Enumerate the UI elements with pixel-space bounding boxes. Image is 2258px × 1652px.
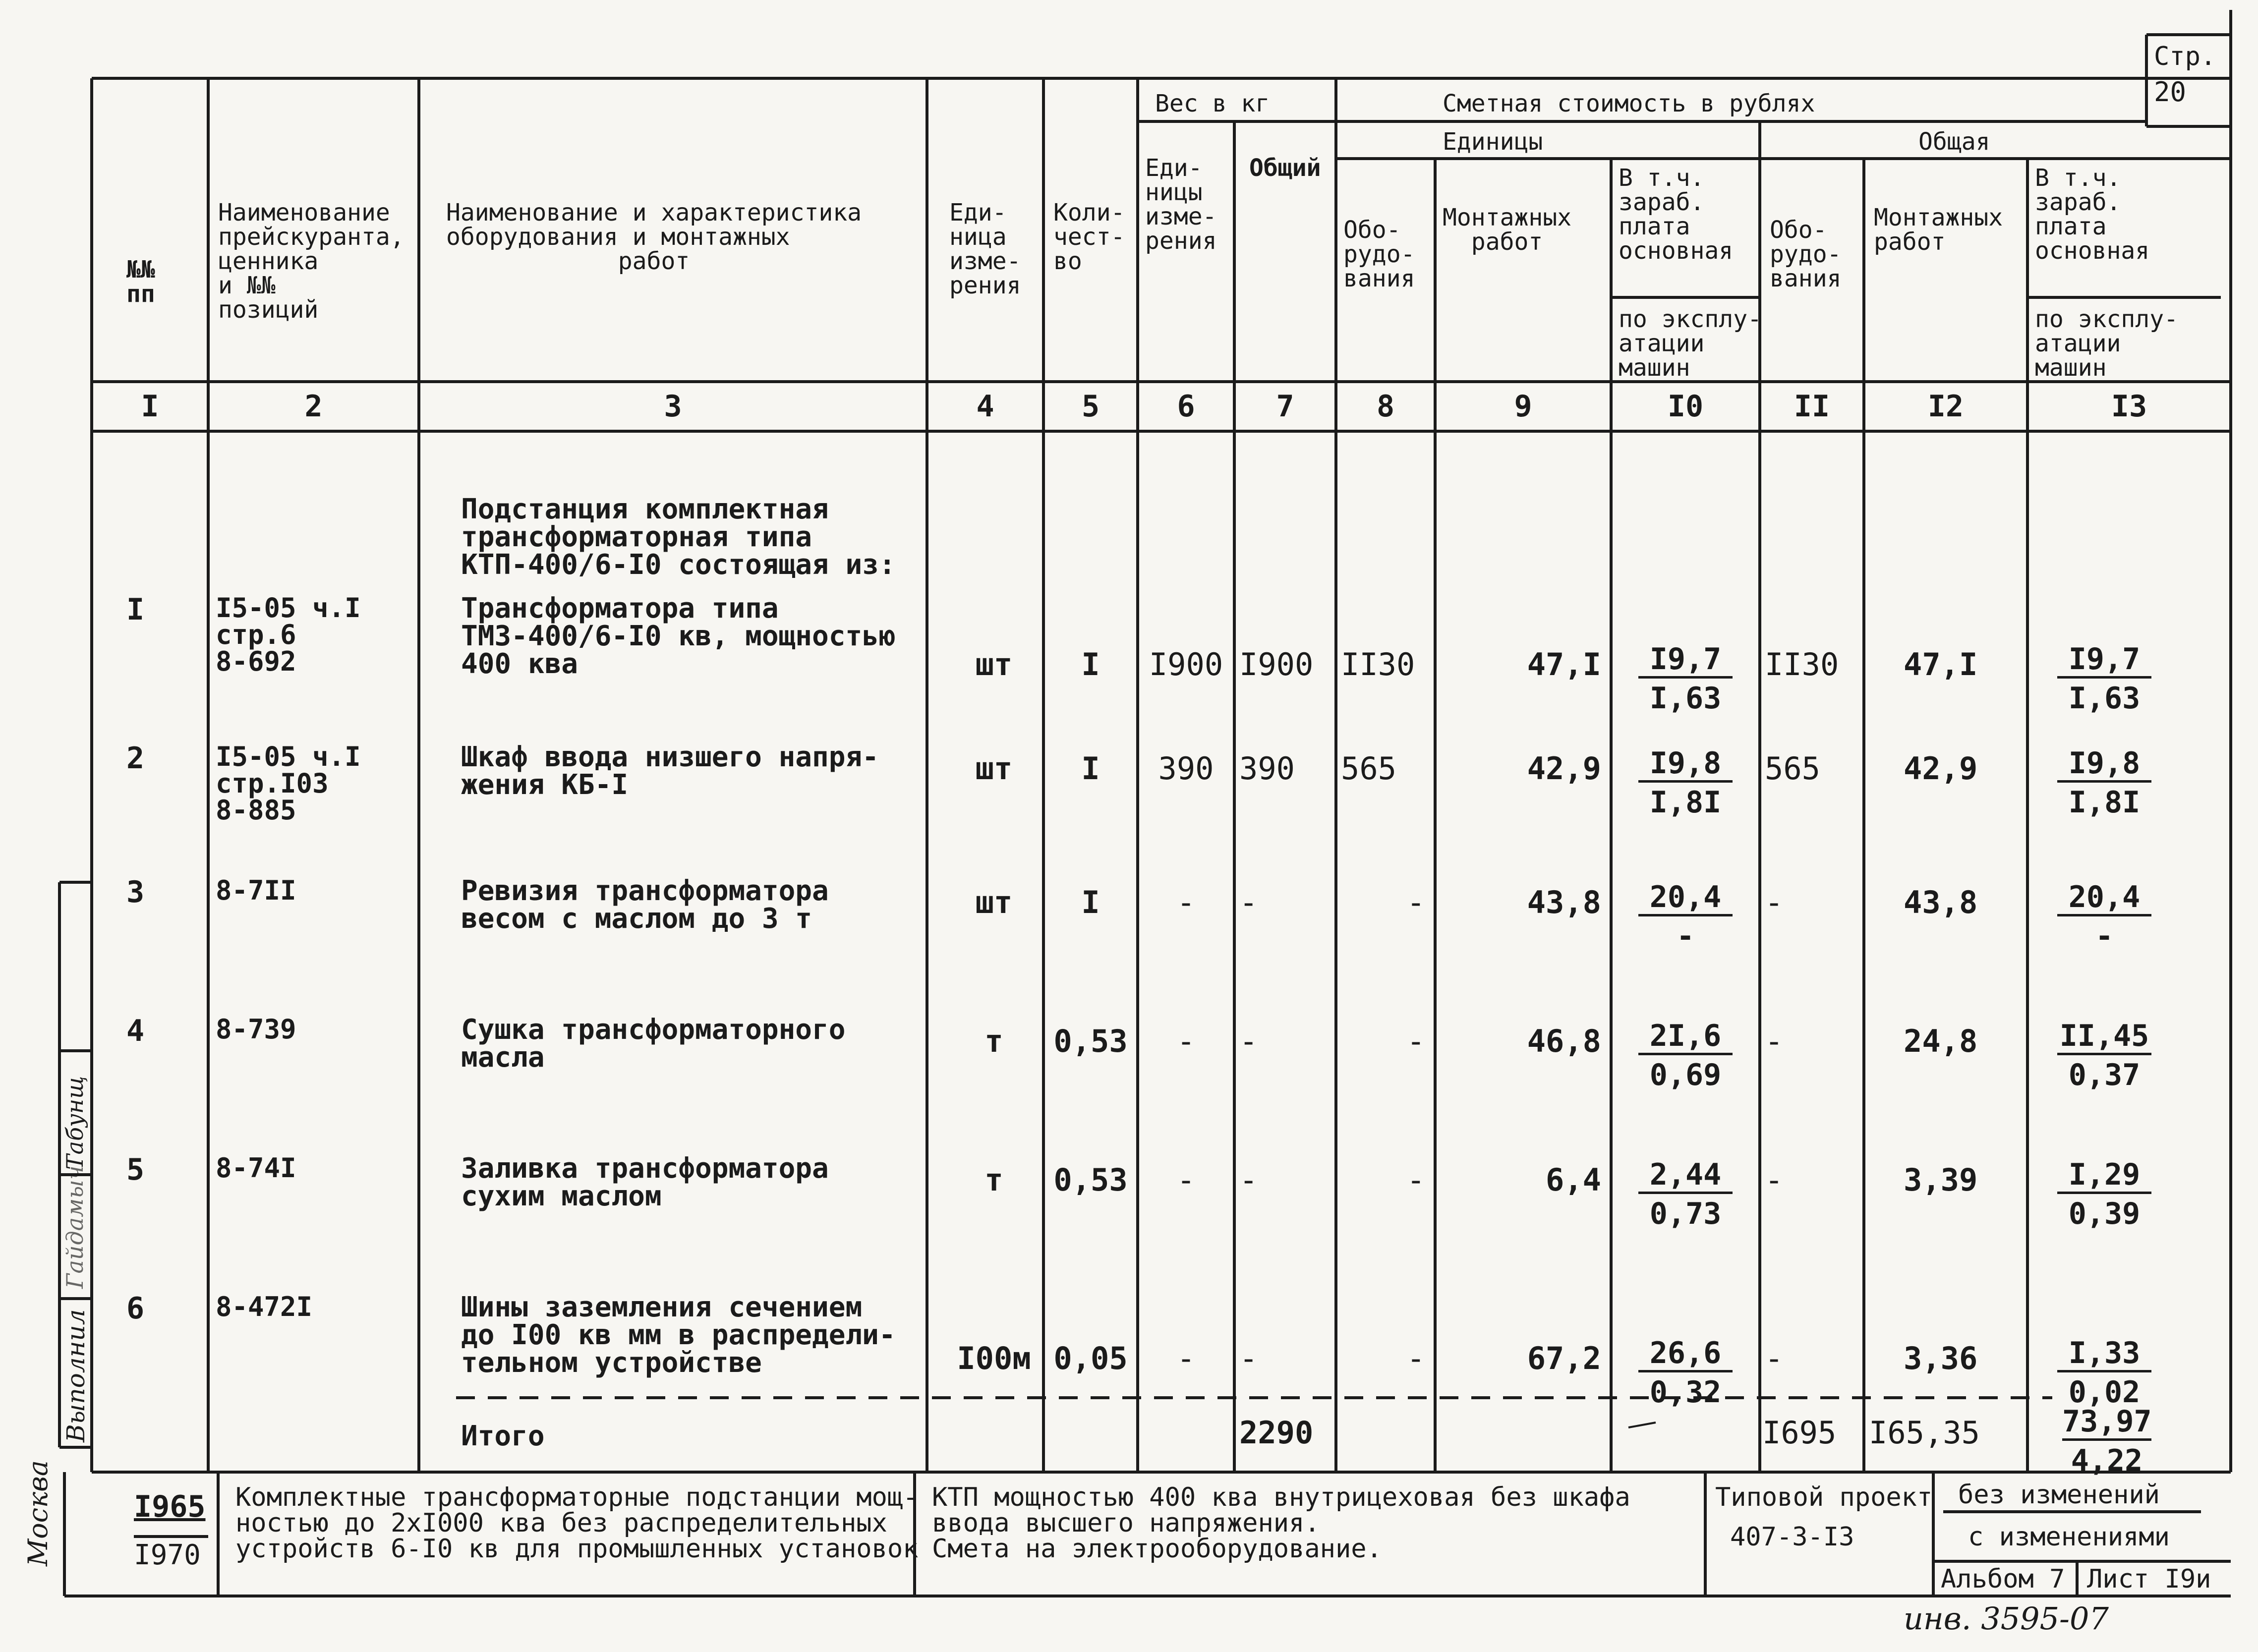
row-unit-wage-fraction-wage: 26,6 <box>1638 1338 1733 1372</box>
header-weight-unit: Еди- ницы изме- рения <box>1145 154 1217 255</box>
row-weight-total: - <box>1239 1162 1258 1198</box>
header-cost-group: Сметная стоимость в рублях <box>1443 90 1815 117</box>
row-total-wage-fraction <box>2057 1021 2151 1090</box>
header-total-mounting: Монтажных работ <box>1874 204 2003 256</box>
row-price-code: I5-05 ч.I стр.I03 8-885 <box>216 741 361 826</box>
column-number: I3 <box>2111 389 2147 424</box>
row-unit-equipment: 565 <box>1341 750 1396 787</box>
stamp-name-2: Табунщ <box>61 1076 88 1170</box>
footer-sheet <box>2087 1566 2211 1592</box>
column-number: 6 <box>1177 389 1195 424</box>
total-mounting: I65,35 <box>1869 1415 1980 1451</box>
row-total-wage-fraction <box>2057 1336 2151 1410</box>
row-unit: шт <box>975 884 1013 920</box>
row-total-mounting: 3,39 <box>1904 1162 1978 1198</box>
row-price-code: 8-74I <box>216 1152 296 1184</box>
header-row-number: №№ пп <box>126 256 155 308</box>
row-unit-mounting: 46,8 <box>1527 1023 1601 1059</box>
row-unit-wage-fraction-wage: 2,44 <box>1638 1160 1733 1194</box>
header-price-code: Наименование прейскуранта, ценника и №№ позиций <box>218 199 405 324</box>
row-total-wage-fraction-wage: 20,4 <box>2057 882 2151 916</box>
row-total-wage-fraction-wage: I,33 <box>2057 1338 2151 1372</box>
row-total-wage-fraction <box>2057 1157 2151 1231</box>
footer-album: Альбом 7 <box>1941 1564 2065 1594</box>
column-number: 4 <box>976 389 994 424</box>
row-weight-total: - <box>1239 1340 1258 1376</box>
row-unit-wage-fraction-machines: - <box>1676 919 1695 954</box>
total-label: Итого <box>461 1420 545 1452</box>
row-weight-unit: - <box>1176 884 1196 920</box>
row-quantity: 0,53 <box>1053 1162 1128 1198</box>
row-number: 6 <box>126 1291 145 1326</box>
row-number: 4 <box>126 1014 145 1048</box>
row-unit: шт <box>975 646 1013 683</box>
row-total-wage-fraction-machines: I,8I <box>2068 785 2141 820</box>
footer-city-stamp: Москва <box>22 1460 54 1566</box>
row-unit-wage-fraction-machines: 0,73 <box>1649 1196 1722 1231</box>
row-unit-wage-fraction <box>1638 1336 1733 1410</box>
total-weight: 2290 <box>1239 1415 1314 1451</box>
column-number: 8 <box>1376 389 1395 424</box>
header-total-group: Общая <box>1918 128 1990 156</box>
row-equipment-name: Ревизия трансформатора весом с маслом до 3 т <box>461 875 829 935</box>
footer-sheet-suffix: и <box>2196 1564 2211 1594</box>
row-total-wage-fraction-machines: - <box>2095 919 2114 954</box>
column-number: I2 <box>1927 389 1964 424</box>
column-number: 3 <box>664 389 682 424</box>
row-total-equipment: - <box>1765 1023 1784 1059</box>
row-unit-wage-fraction-machines: I,63 <box>1649 681 1722 716</box>
row-number: 3 <box>126 875 145 910</box>
page-number: 20 <box>2154 76 2187 108</box>
header-unit-group: Единицы <box>1443 128 1543 156</box>
row-total-equipment: II30 <box>1765 646 1839 683</box>
row-unit-wage-fraction <box>1638 642 1733 716</box>
row-unit-equipment: II30 <box>1341 646 1415 683</box>
row-total-mounting: 42,9 <box>1904 750 1978 787</box>
header-quantity: Коли- чест- во <box>1053 199 1125 275</box>
row-unit-equipment: - <box>1406 1340 1425 1376</box>
row-quantity: 0,53 <box>1053 1023 1128 1059</box>
row-quantity: 0,05 <box>1053 1340 1128 1376</box>
footer-sheet-number: Лист I9 <box>2087 1564 2196 1594</box>
row-price-code: 8-739 <box>216 1014 296 1045</box>
row-number: I <box>126 592 145 627</box>
row-total-mounting: 47,I <box>1904 646 1978 683</box>
row-equipment-name: Шкаф ввода низшего напря- жения КБ-I <box>461 741 879 801</box>
row-number: 5 <box>126 1152 145 1187</box>
row-total-wage-fraction <box>2057 880 2151 954</box>
row-total-equipment: - <box>1765 884 1784 920</box>
row-equipment-name: Заливка трансформатора сухим маслом <box>461 1152 829 1212</box>
total-wage: 73,97 <box>2062 1407 2151 1441</box>
header-unit-machines: по эксплу- атации машин <box>1619 305 1762 382</box>
page-label: Стр. <box>2154 42 2216 71</box>
row-price-code: 8-7II <box>216 875 296 906</box>
header-total-equipment: Обо- рудо- вания <box>1770 216 1842 292</box>
row-price-code: 8-472I <box>216 1291 313 1322</box>
row-unit-mounting: 43,8 <box>1527 884 1601 920</box>
row-unit: т <box>984 1023 1003 1059</box>
row-unit-mounting: 67,2 <box>1527 1340 1601 1376</box>
row-total-wage-fraction <box>2057 642 2151 716</box>
row-quantity: I <box>1081 884 1100 920</box>
row-total-wage-fraction-wage: I9,7 <box>2057 644 2151 679</box>
row-unit-equipment: - <box>1406 1023 1425 1059</box>
row-weight-unit: - <box>1176 1162 1196 1198</box>
footer-year-top: I965 <box>134 1489 206 1524</box>
column-number: 2 <box>304 389 323 424</box>
column-number: 7 <box>1276 389 1294 424</box>
row-unit-wage-fraction-wage: I9,7 <box>1638 644 1733 679</box>
row-total-wage-fraction-machines: 0,02 <box>2068 1375 2141 1410</box>
stamp-executed: Выполнил <box>61 1309 90 1442</box>
column-number: I <box>141 389 159 424</box>
row-total-equipment: - <box>1765 1162 1784 1198</box>
row-total-wage-fraction-machines: I,63 <box>2068 681 2141 716</box>
row-weight-unit: 390 <box>1158 750 1214 787</box>
row-unit-wage-fraction <box>1638 1157 1733 1231</box>
row-unit-wage-fraction-wage: 20,4 <box>1638 882 1733 916</box>
row-unit-mounting: 6,4 <box>1546 1162 1601 1198</box>
header-equipment-name: Наименование и характеристика оборудования и монтажных работ <box>446 199 862 275</box>
row-unit-wage-fraction-wage: I9,8 <box>1638 748 1733 783</box>
row-weight-total: 390 <box>1239 750 1295 787</box>
row-total-mounting: 24,8 <box>1904 1023 1978 1059</box>
row-total-mounting: 3,36 <box>1904 1340 1978 1376</box>
row-total-equipment: 565 <box>1765 750 1820 787</box>
row-unit-wage-fraction <box>1638 1021 1733 1090</box>
row-unit-wage-fraction-machines: I,8I <box>1649 785 1722 820</box>
row-unit: шт <box>975 750 1013 787</box>
row-total-wage-fraction-wage: II,45 <box>2057 1021 2151 1055</box>
header-unit-equipment: Обо- рудо- вания <box>1343 216 1415 292</box>
row-total-wage-fraction-wage: I,29 <box>2057 1160 2151 1194</box>
column-number: I0 <box>1667 389 1704 424</box>
row-equipment-name: Трансформатора типа ТМЗ-400/6-I0 кв, мощностью 400 ква <box>461 592 896 680</box>
footer-description-left: Комплектные трансформаторные подстанции мощ- ностью до 2хI000 ква без распределительных устройств 6-I0 кв для промышленных установок <box>235 1482 919 1564</box>
row-weight-total: I900 <box>1239 646 1314 683</box>
row-unit: т <box>984 1162 1003 1198</box>
header-unit-wage: В т.ч. зараб. плата основная <box>1619 164 1734 265</box>
row-quantity: I <box>1081 750 1100 787</box>
column-number: II <box>1794 389 1830 424</box>
section-intro: Подстанция комплектная трансформаторная типа КТП-400/6-I0 состоящая из: <box>461 493 896 581</box>
stamp-name-1: Гайдамыч <box>61 1165 88 1289</box>
row-total-mounting: 43,8 <box>1904 884 1978 920</box>
row-equipment-name: Сушка трансформаторного масла <box>461 1014 846 1074</box>
row-weight-unit: - <box>1176 1340 1196 1376</box>
row-total-equipment: - <box>1765 1340 1784 1376</box>
footer-project-label: Типовой проект <box>1715 1482 1933 1512</box>
row-total-wage-fraction-machines: 0,39 <box>2068 1196 2141 1231</box>
header-unit: Еди- ница изме- рения <box>949 199 1021 299</box>
header-unit-mounting: Монтажных работ <box>1443 204 1572 256</box>
row-total-wage-fraction-machines: 0,37 <box>2068 1058 2141 1092</box>
row-unit-wage-fraction <box>1638 880 1733 954</box>
footer-description-right: КТП мощностью 400 ква внутрицеховая без шкафа ввода высшего напряжения. Смета на электрооборудование. <box>932 1482 1630 1564</box>
row-price-code: I5-05 ч.I стр.6 8-692 <box>216 592 361 677</box>
row-unit-equipment: - <box>1406 884 1425 920</box>
row-unit-wage-fraction-machines: 0,32 <box>1649 1375 1722 1410</box>
row-unit-wage-fraction-wage: 2I,6 <box>1638 1021 1733 1055</box>
row-unit-mounting: 47,I <box>1527 646 1601 683</box>
row-unit: I00м <box>957 1340 1031 1376</box>
total-equipment: I695 <box>1762 1415 1837 1451</box>
row-quantity: I <box>1081 646 1100 683</box>
column-number: 9 <box>1514 389 1532 424</box>
total-machines: 4,22 <box>2071 1443 2143 1478</box>
footer-no-changes: без изменений <box>1958 1480 2160 1510</box>
total-wage-fraction <box>2062 1404 2152 1478</box>
header-weight-group: Вес в кг <box>1155 90 1270 117</box>
header-total-wage: В т.ч. зараб. плата основная <box>2035 164 2150 265</box>
row-number: 2 <box>126 741 145 776</box>
row-unit-mounting: 42,9 <box>1527 750 1601 787</box>
footer-with-changes: с изменениями <box>1968 1522 2170 1552</box>
row-equipment-name: Шины заземления сечением до I00 кв мм в распредели- тельном устройстве <box>461 1291 896 1379</box>
row-weight-total: - <box>1239 884 1258 920</box>
row-total-wage-fraction <box>2057 746 2151 820</box>
footer-year-bottom: I970 <box>134 1539 201 1571</box>
row-total-wage-fraction-wage: I9,8 <box>2057 748 2151 783</box>
column-number: 5 <box>1081 389 1100 424</box>
row-weight-total: - <box>1239 1023 1258 1059</box>
footer-project-number: 407-3-I3 <box>1730 1522 1854 1552</box>
row-unit-equipment: - <box>1406 1162 1425 1198</box>
row-unit-wage-fraction-machines: 0,69 <box>1649 1058 1722 1092</box>
row-unit-wage-fraction <box>1638 746 1733 820</box>
header-weight-total: Общий <box>1249 154 1321 182</box>
inventory-number: инв. 3595-07 <box>1904 1600 2109 1637</box>
header-total-machines: по эксплу- атации машин <box>2035 305 2178 382</box>
row-weight-unit: I900 <box>1149 646 1223 683</box>
row-weight-unit: - <box>1176 1023 1196 1059</box>
